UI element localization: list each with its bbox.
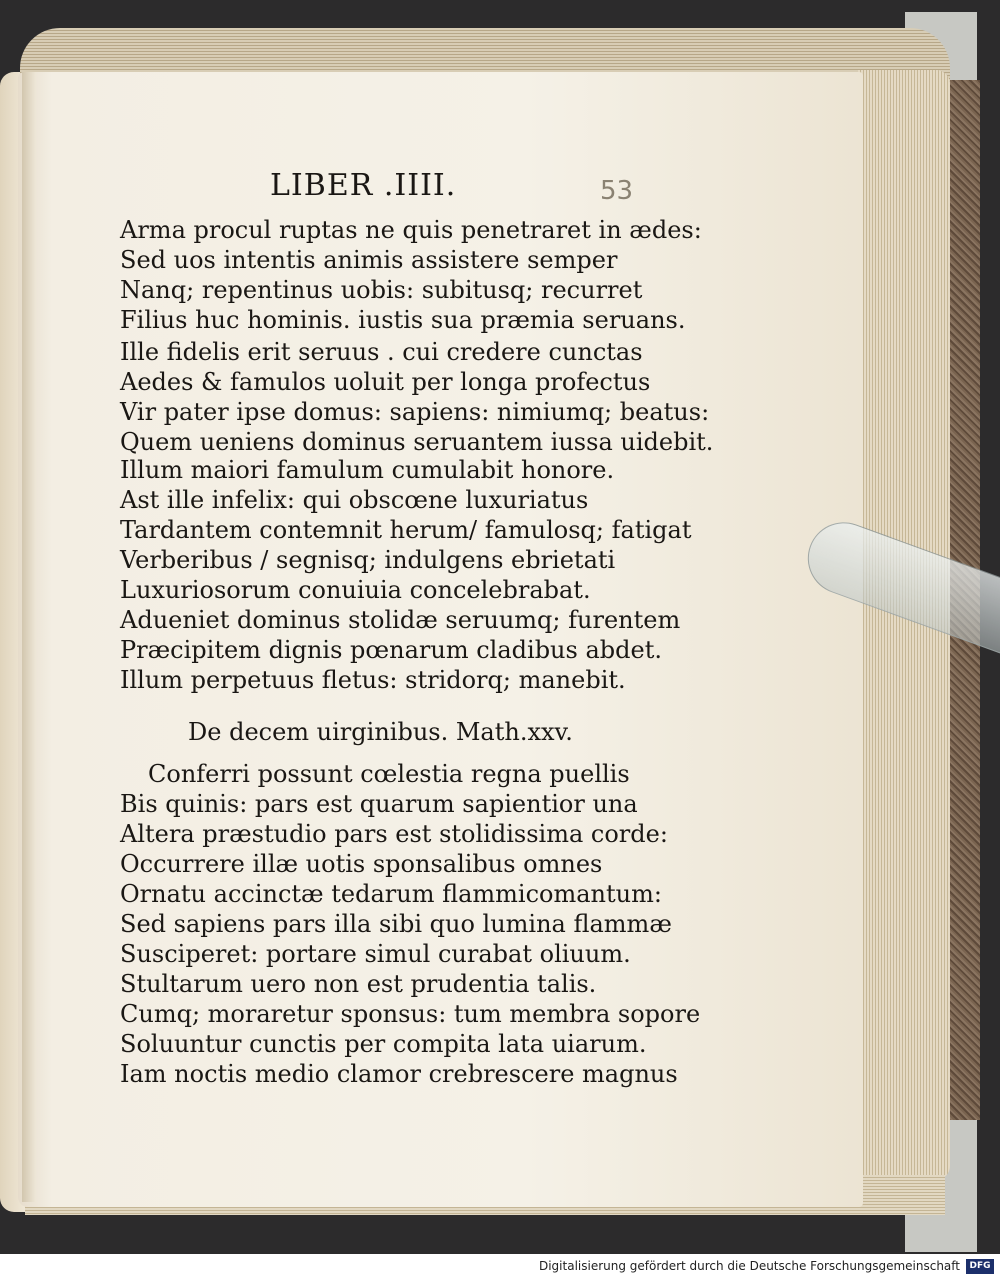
verse-line: Sed uos intentis animis assistere semper [120, 246, 618, 274]
verse-line: Conferri possunt cœlestia regna puellis [148, 760, 630, 788]
verse-line: Sed sapiens pars illa sibi quo lumina flammæ [120, 910, 672, 938]
verse-line: Altera præstudio pars est stolidissima corde: [120, 820, 668, 848]
verse-line: Præcipitem dignis pœnarum cladibus abdet. [120, 636, 662, 664]
verse-line: Cumq; moraretur sponsus: tum membra sopore [120, 1000, 701, 1028]
verse-line: Arma procul ruptas ne quis penetraret in ædes: [120, 216, 702, 244]
verse-line: Illum perpetuus fletus: stridorq; manebit. [120, 666, 626, 694]
verse-line: Soluuntur cunctis per compita lata uiarum. [120, 1030, 647, 1058]
verse-line: Bis quinis: pars est quarum sapientior una [120, 790, 638, 818]
verse-line: Tardantem contemnit herum/ famulosq; fatigat [120, 516, 692, 544]
verse-line: Luxuriosorum conuiuia concelebrabat. [120, 576, 591, 604]
running-header: LIBER .IIII. [270, 168, 457, 203]
verse-line: Occurrere illæ uotis sponsalibus omnes [120, 850, 603, 878]
verse-line: Ille fidelis erit seruus . cui credere cunctas [120, 338, 643, 366]
verse-line: Quem ueniens dominus seruantem iussa uidebit. [120, 428, 714, 456]
verse-line: Nanq; repentinus uobis: subitusq; recurret [120, 276, 643, 304]
gutter-shadow [22, 72, 36, 1202]
folio-number: 53 [600, 176, 634, 206]
verse-line: Iam noctis medio clamor crebrescere magnus [120, 1060, 678, 1088]
verse-line: Filius huc hominis. iustis sua præmia seruans. [120, 306, 686, 334]
verse-line: Illum maiori famulum cumulabit honore. [120, 456, 615, 484]
verse-line: Susciperet: portare simul curabat oliuum. [120, 940, 631, 968]
verse-line: Ast ille infelix: qui obscœne luxuriatus [120, 486, 589, 514]
verse-line: Verberibus / segnisq; indulgens ebrietati [120, 546, 616, 574]
section-heading: De decem uirginibus. Math.xxv. [188, 718, 573, 746]
verse-line: Vir pater ipse domus: sapiens: nimiumq; beatus: [120, 398, 710, 426]
verse-line: Stultarum uero non est prudentia talis. [120, 970, 597, 998]
verse-line: Aedes & famulos uoluit per longa profectus [120, 368, 651, 396]
footer-bar [0, 1256, 1000, 1278]
verse-line: Adueniet dominus stolidæ seruumq; furentem [120, 606, 681, 634]
funding-note: Digitalisierung gefördert durch die Deutsche Forschungsgemeinschaft [538, 1259, 960, 1273]
verse-line: Ornatu accinctæ tedarum flammicomantum: [120, 880, 662, 908]
dfg-logo: DFG [966, 1259, 994, 1274]
